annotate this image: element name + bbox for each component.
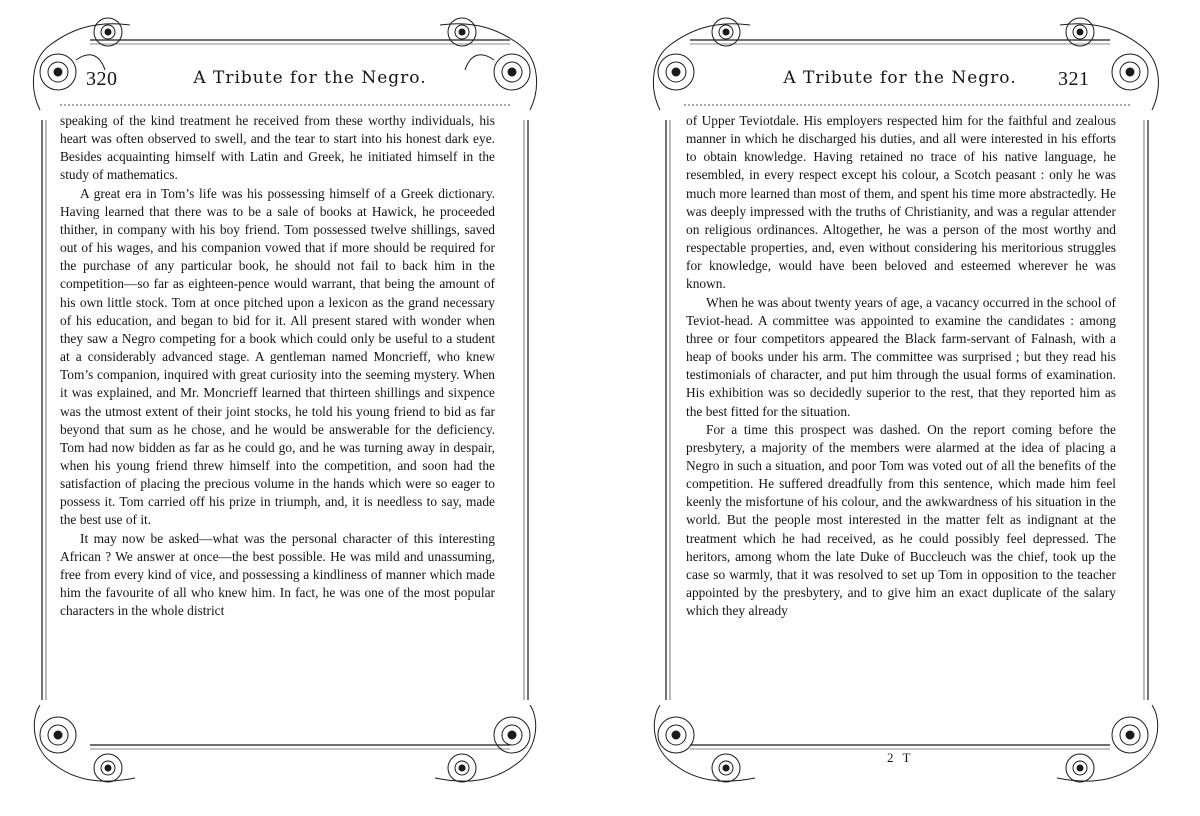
body-text <box>686 112 1116 728</box>
paragraph: For a time this prospect was dashed. On the report coming before the presbytery, a majority of the members were alarmed at the idea of placing a Negro in such a situation, and poor Tom was voted out of all the benefits of the competition. He suffered dreadfully from this sentence, which made him feel keenly the misfortune of his colour, and the awkwardness of his situation in the world. But the people most interested in the matter felt as indignant at the treatment which he had received, as he could possibly feel depressed. The heritors, among whom the late Duke of Buccleuch was the chief, took up the case so warmly, that it was resolved to set up Tom in opposition to the teacher appointed by the presbytery, and to give him an exact duplicate of the salary which they already <box>686 421 1116 619</box>
running-head: A Tribute for the Negro. <box>193 68 427 88</box>
signature-mark: 2 T <box>887 750 914 765</box>
paragraph: It may now be asked—what was the personal character of this interesting African ? We answer at once—the best possible. He was mild and unassuming, free from every kind of vice, and possessing a kindliness of manner which made him the favourite of all who knew him. In fact, he was one of the most popular characters in the whole district <box>60 530 495 619</box>
page-number: 321 <box>1058 68 1090 90</box>
running-head: A Tribute for the Negro. <box>783 68 1017 88</box>
body-text <box>60 112 495 728</box>
paragraph: speaking of the kind treatment he received from these worthy individuals, his heart was often observed to swell, and the tear to start into his honest dark eye. Besides acquainting himself with Latin and Greek, he initiated himself in the study of mathematics. <box>60 113 495 183</box>
paragraph: of Upper Teviotdale. His employers respected him for the faithful and zealous manner in which he discharged his duties, and all were interested in his efforts to obtain knowledge. Having retained no trace of his native language, he resembled, in every respect except his colour, a Scotch peasant : only he was much more learned than most of them, and spent his time more abstractedly. He was deeply impressed with the truths of Christianity, and was a regular attender on religious ordinances. Altogether, he was a person of the most worthy and respectable properties, and, even without considering his meritorious struggles for knowledge, would have been beloved and esteemed wherever he was known. <box>686 113 1116 292</box>
right-page <box>600 0 1200 816</box>
page-number: 320 <box>86 68 118 90</box>
paragraph: When he was about twenty years of age, a vacancy occurred in the school of Teviot-head. A committee was appointed to examine the candidates : among three or four competitors appeared the Black farm-servant of Falnash, with a heap of books under his arm. The committee was surprised ; but they read his testimonials of character, and put him through the usual forms of examination. His exhibition was so decidedly superior to the rest, that they reported him as the best fitted for the situation. <box>686 294 1116 419</box>
paragraph: A great era in Tom’s life was his possessing himself of a Greek dictionary. Having learned that there was to be a sale of books at Hawick, he proceeded thither, in company with his boy friend. Tom possessed twelve shillings, saved out of his wages, and his companion vowed that if more should be required for the purchase of any particular book, he should not fail to back him in the competition—so far as eighteen-pence would warrant, that being the amount of his own little stock. Tom at once pitched upon a lexicon as the grand necessary of his education, and began to bid for it. All present stared with wonder when they saw a Negro competing for a book which could only be useful to a student at a considerably advanced stage. A gentleman named Moncrieff, who knew Tom’s companion, inquired with great curiosity into the seeming mystery. When it was explained, and Mr. Moncrieff learned that thirteen shillings and sixpence was the utmost extent of their joint stocks, he told his young friend to bid as far beyond that sum as he chose, and he would be answerable for the deficiency. Tom had now bidden as far as he could go, and he was turning away in despair, when his young friend threw himself into the competition, and soon had the satisfaction of placing the precious volume in the hands which were so eager to possess it. Tom carried off his prize in triumph, and, it is needless to say, made the best use of it. <box>60 185 495 528</box>
